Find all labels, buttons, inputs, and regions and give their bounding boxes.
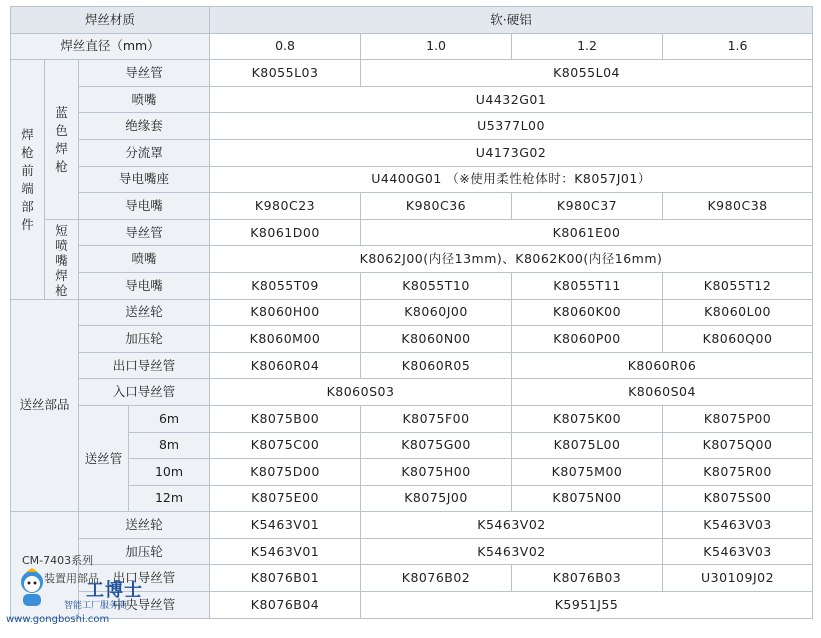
row-name: 喷嘴 <box>79 86 210 113</box>
header-row-material <box>11 7 813 34</box>
cell: K8055T09 <box>210 272 361 299</box>
row-name: 加压轮 <box>79 538 210 565</box>
row-name: 分流罩 <box>79 139 210 166</box>
cell: K5463V02 <box>361 538 663 565</box>
cell: K8060S04 <box>512 379 813 406</box>
table-row <box>11 405 813 432</box>
cell: K8075H00 <box>361 459 512 486</box>
watermark-overlay <box>6 548 166 634</box>
diameter-1.0: 1.0 <box>361 33 512 60</box>
table-row <box>11 485 813 512</box>
brand-url: www.gongboshi.com <box>6 614 110 625</box>
diameter-0.8: 0.8 <box>210 33 361 60</box>
cell: K8075F00 <box>361 405 512 432</box>
diameter-1.6: 1.6 <box>663 33 813 60</box>
cell: K8060H00 <box>210 299 361 326</box>
cell: U30109J02 <box>663 565 813 592</box>
cell: K8075N00 <box>512 485 663 512</box>
cell: K8060P00 <box>512 326 663 353</box>
cell: K8075J00 <box>361 485 512 512</box>
cell: K8060K00 <box>512 299 663 326</box>
cell: K8062J00(内径13mm)、K8062K00(内径16mm) <box>210 246 813 273</box>
cell: K8075D00 <box>210 459 361 486</box>
diameter-1.2: 1.2 <box>512 33 663 60</box>
cell: K8055L03 <box>210 60 361 87</box>
row-name: 入口导丝管 <box>79 379 210 406</box>
length: 6m <box>129 405 210 432</box>
cell: K8060L00 <box>663 299 813 326</box>
cell: U4400G01 （※使用柔性枪体时：K8057J01） <box>210 166 813 193</box>
cell: U5377L00 <box>210 113 813 140</box>
cell: K8055T11 <box>512 272 663 299</box>
cell: K8061E00 <box>361 219 813 246</box>
cell: K8075L00 <box>512 432 663 459</box>
cell: K8060R05 <box>361 352 512 379</box>
table-row <box>11 86 813 113</box>
mascot-icon <box>14 568 50 608</box>
row-name: 导丝管 <box>79 60 210 87</box>
cell: U4173G02 <box>210 139 813 166</box>
cell: K980C37 <box>512 193 663 220</box>
row-name: 导电嘴 <box>79 193 210 220</box>
cell: K8075K00 <box>512 405 663 432</box>
cell: K8075B00 <box>210 405 361 432</box>
table-row <box>11 432 813 459</box>
cm-group-label-line2: 装置用部品 <box>44 572 99 585</box>
length: 8m <box>129 432 210 459</box>
cell: K8055T12 <box>663 272 813 299</box>
length: 10m <box>129 459 210 486</box>
cell: K8075P00 <box>663 405 813 432</box>
cell: K8075M00 <box>512 459 663 486</box>
cell: K5463V01 <box>210 512 361 539</box>
cell: K8076B03 <box>512 565 663 592</box>
row-name: 绝缘套 <box>79 113 210 140</box>
row-name: 出口导丝管 <box>79 565 210 592</box>
cell: K8061D00 <box>210 219 361 246</box>
material-value: 软·硬铝 <box>210 7 813 34</box>
feed-tube-label: 送丝管 <box>79 405 129 511</box>
cell: K8076B01 <box>210 565 361 592</box>
row-name: 送丝轮 <box>79 299 210 326</box>
cell: K5463V03 <box>663 538 813 565</box>
table-row <box>11 272 813 299</box>
table-row <box>11 193 813 220</box>
row-name: 加压轮 <box>79 326 210 353</box>
cell: K980C23 <box>210 193 361 220</box>
cell: K8060S03 <box>210 379 512 406</box>
diameter-label: 焊丝直径（mm） <box>11 33 210 60</box>
parts-table <box>10 6 813 619</box>
cell: K8060M00 <box>210 326 361 353</box>
material-label: 焊丝材质 <box>11 7 210 34</box>
cell: K8076B04 <box>210 592 361 619</box>
cell: K8075E00 <box>210 485 361 512</box>
length: 12m <box>129 485 210 512</box>
table-row <box>11 326 813 353</box>
table-row <box>11 113 813 140</box>
table-row <box>11 246 813 273</box>
cell: K5463V02 <box>361 512 663 539</box>
cell: K8075R00 <box>663 459 813 486</box>
row-name: 喷嘴 <box>79 246 210 273</box>
cell: U4432G01 <box>210 86 813 113</box>
row-name: 导电嘴 <box>79 272 210 299</box>
cell: K8060Q00 <box>663 326 813 353</box>
cell: K8075S00 <box>663 485 813 512</box>
cell: K8055L04 <box>361 60 813 87</box>
table-row <box>11 512 813 539</box>
cell: K5951J55 <box>361 592 813 619</box>
cell: K8060R04 <box>210 352 361 379</box>
cm-group-label-line1: CM-7403系列 <box>22 554 94 567</box>
table-row <box>11 352 813 379</box>
header-row-diameter <box>11 33 813 60</box>
brand-name: 工博士 <box>86 580 143 601</box>
row-name: 出口导丝管 <box>79 352 210 379</box>
table-row <box>11 459 813 486</box>
table-row <box>11 166 813 193</box>
cell: K8075G00 <box>361 432 512 459</box>
cell: K8060N00 <box>361 326 512 353</box>
cell: K5463V01 <box>210 538 361 565</box>
cell: K8060J00 <box>361 299 512 326</box>
cell: K8055T10 <box>361 272 512 299</box>
feed-group-label: 送丝部品 <box>11 299 79 512</box>
table-row <box>11 379 813 406</box>
table-row <box>11 219 813 246</box>
table-row <box>11 139 813 166</box>
row-name: 送丝轮 <box>79 512 210 539</box>
short-torch-label: 短喷嘴焊枪 <box>45 219 79 299</box>
brand-tagline: 智能工厂服务商 <box>64 601 128 611</box>
cell: K8075Q00 <box>663 432 813 459</box>
torch-front-group-label: 焊枪前端部件 <box>11 60 45 299</box>
cell: K8060R06 <box>512 352 813 379</box>
blue-torch-label: 蓝色焊枪 <box>45 60 79 220</box>
cell: K980C38 <box>663 193 813 220</box>
table-row <box>11 60 813 87</box>
cell: K980C36 <box>361 193 512 220</box>
row-name: 导电嘴座 <box>79 166 210 193</box>
cell: K5463V03 <box>663 512 813 539</box>
cell: K8076B02 <box>361 565 512 592</box>
row-name: 中央导丝管 <box>79 592 210 619</box>
row-name: 导丝管 <box>79 219 210 246</box>
cell: K8075C00 <box>210 432 361 459</box>
table-row <box>11 299 813 326</box>
